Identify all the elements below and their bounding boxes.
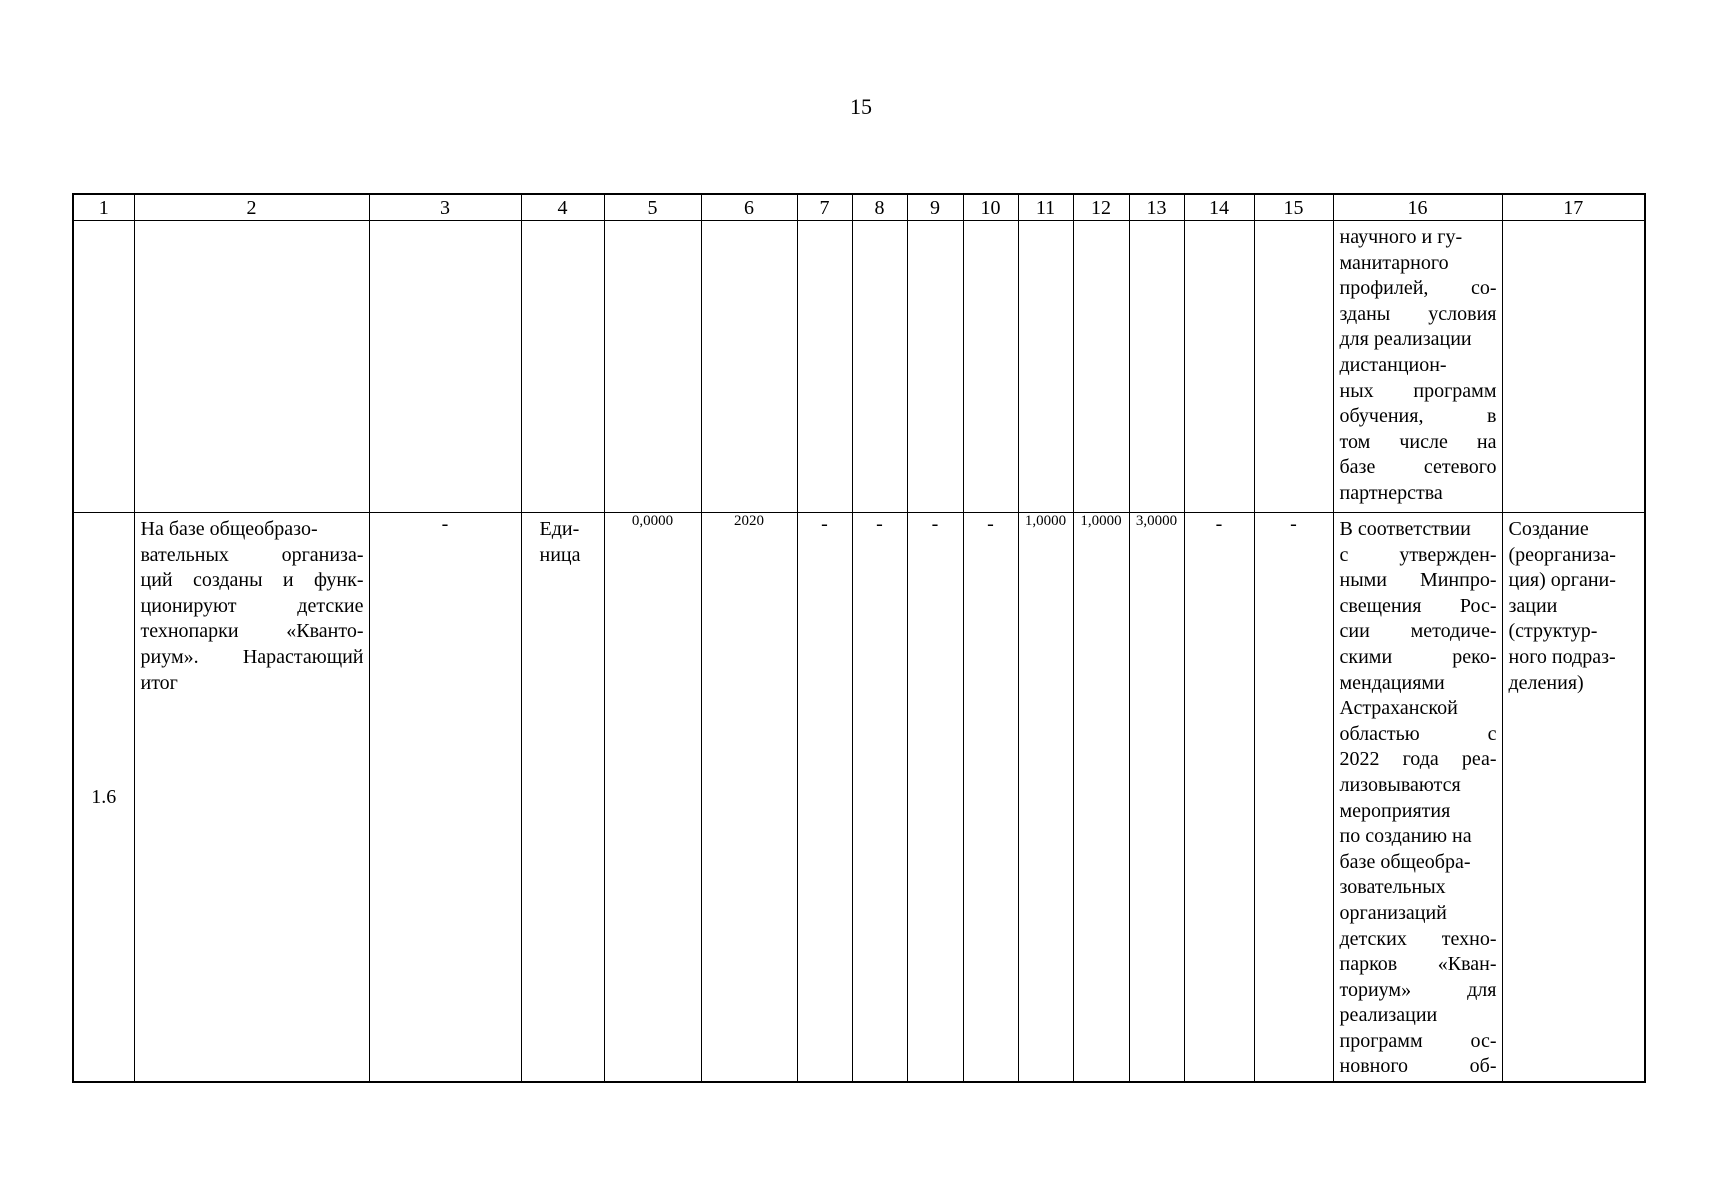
header-cell: 4	[521, 194, 604, 221]
text-line: Создание	[1508, 518, 1589, 540]
table-cell	[1018, 221, 1073, 513]
table-cell	[1254, 221, 1333, 513]
table-row-1-6	[73, 513, 1645, 1083]
text-line: парков «Кван-	[1339, 953, 1497, 976]
indicator-name-text	[135, 513, 369, 696]
text-line: с утвержден-	[1339, 543, 1497, 566]
text-line: скими реко-	[1339, 645, 1497, 668]
text-line: организаций	[1339, 901, 1447, 924]
text-line: ного подраз-	[1508, 645, 1616, 668]
header-cell: 9	[907, 194, 963, 221]
text-line: деления)	[1508, 671, 1584, 694]
text-line: ционируют детские	[140, 594, 364, 617]
text-line: том числе на	[1339, 430, 1497, 453]
indicator-name-cell	[134, 513, 369, 1083]
unit-text	[522, 513, 604, 568]
event-type-text	[1503, 513, 1645, 696]
value-cell: 1,0000	[1073, 513, 1129, 1083]
text-line: новного об-	[1339, 1055, 1497, 1078]
text-line: ными Минпро-	[1339, 569, 1497, 592]
header-cell: 16	[1333, 194, 1502, 221]
text-line: На базе общеобразо-	[140, 518, 318, 540]
value-cell: 3,0000	[1129, 513, 1184, 1083]
table-cell	[963, 221, 1018, 513]
text-line: мероприятия	[1339, 799, 1451, 822]
table-cell: -	[797, 513, 852, 1083]
table-cell	[369, 221, 521, 513]
text-line: риум». Нарастающий	[140, 645, 364, 668]
text-line: технопарки «Кванто-	[140, 620, 364, 643]
result-description-cell	[1333, 513, 1502, 1083]
text-line: лизовываются	[1339, 773, 1461, 796]
header-cell: 13	[1129, 194, 1184, 221]
text-line: программ ос-	[1339, 1029, 1497, 1052]
result-description-cell	[1333, 221, 1502, 513]
text-line: по созданию на	[1339, 825, 1472, 848]
text-line: Астраханской	[1339, 697, 1458, 720]
text-line: для реализации	[1339, 328, 1472, 351]
header-cell: 10	[963, 194, 1018, 221]
text-line: итог	[140, 671, 178, 694]
table-cell	[73, 221, 134, 513]
header-cell: 7	[797, 194, 852, 221]
text-line: ций созданы и функ-	[140, 569, 364, 592]
text-line: ница	[539, 543, 581, 566]
text-line: 2022 года реа-	[1339, 748, 1497, 771]
header-cell: 8	[852, 194, 907, 221]
table-cell	[134, 221, 369, 513]
text-line: профилей, со-	[1339, 277, 1497, 300]
text-line: В соответствии	[1339, 518, 1471, 540]
base-value-cell: 0,0000	[604, 513, 701, 1083]
table-cell	[1129, 221, 1184, 513]
table-cell: -	[1254, 513, 1333, 1083]
header-cell: 2	[134, 194, 369, 221]
text-line: дистанцион-	[1339, 353, 1447, 376]
text-line: базе сетевого	[1339, 456, 1497, 479]
table-cell	[907, 221, 963, 513]
event-type-cell	[1502, 513, 1645, 1083]
result-description-text	[1334, 221, 1502, 507]
data-table	[72, 193, 1646, 1083]
text-line: ция) органи-	[1508, 569, 1616, 592]
base-year-cell: 2020	[701, 513, 797, 1083]
text-line: вательных организа-	[140, 543, 364, 566]
text-line: ториум» для	[1339, 978, 1497, 1001]
text-line: ных программ	[1339, 379, 1497, 402]
text-line: детских техно-	[1339, 927, 1497, 950]
header-cell: 5	[604, 194, 701, 221]
text-line: реализации	[1339, 1004, 1438, 1027]
header-cell: 15	[1254, 194, 1333, 221]
result-description-text	[1334, 513, 1502, 1080]
unit-cell	[521, 513, 604, 1083]
table-cell: -	[963, 513, 1018, 1083]
header-cell: 12	[1073, 194, 1129, 221]
header-row	[73, 194, 1645, 221]
table-cell: -	[907, 513, 963, 1083]
text-line: зданы условия	[1339, 302, 1497, 325]
header-cell: 3	[369, 194, 521, 221]
table-cell	[604, 221, 701, 513]
table-cell	[1502, 221, 1645, 513]
table-cell: -	[369, 513, 521, 1083]
text-line: областью с	[1339, 722, 1497, 745]
table-cell	[521, 221, 604, 513]
value-cell: 1,0000	[1018, 513, 1073, 1083]
table-cell	[797, 221, 852, 513]
text-line: (реорганиза-	[1508, 543, 1616, 566]
text-line: свещения Рос-	[1339, 594, 1497, 617]
text-line: партнерства	[1339, 481, 1443, 504]
table-cell: -	[852, 513, 907, 1083]
text-line: базе общеобра-	[1339, 850, 1471, 873]
row-number-cell: 1.6	[73, 513, 134, 1083]
page-number: 15	[850, 94, 872, 119]
header-cell: 14	[1184, 194, 1254, 221]
table-row-continuation	[73, 221, 1645, 513]
table-cell: -	[1184, 513, 1254, 1083]
text-line: Еди-	[539, 518, 580, 540]
header-cell: 17	[1502, 194, 1645, 221]
table-cell	[1184, 221, 1254, 513]
text-line: обучения, в	[1339, 405, 1497, 428]
text-line: манитарного	[1339, 251, 1449, 274]
text-line: (структур-	[1508, 620, 1598, 643]
header-cell: 11	[1018, 194, 1073, 221]
text-line: мендациями	[1339, 671, 1445, 694]
text-line: научного и гу-	[1339, 226, 1463, 248]
table-cell	[701, 221, 797, 513]
text-line: зовательных	[1339, 876, 1446, 899]
text-line: сии методиче-	[1339, 620, 1497, 643]
table-cell	[852, 221, 907, 513]
header-cell: 1	[73, 194, 134, 221]
table-cell	[1073, 221, 1129, 513]
header-cell: 6	[701, 194, 797, 221]
text-line: зации	[1508, 594, 1558, 617]
